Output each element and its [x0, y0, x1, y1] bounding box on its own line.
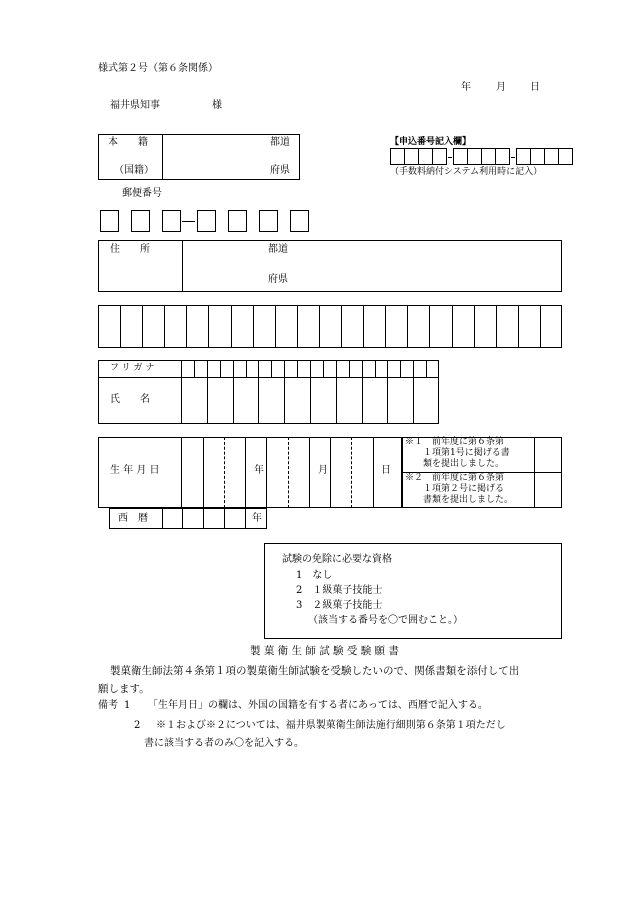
western-year-label: 年	[252, 513, 262, 524]
document-title: 製 菓 衛 生 師 試 験 受 験 願 書	[250, 645, 399, 657]
addressee-honorific: 様	[212, 100, 222, 111]
exemption-option-1[interactable]: 1 なし	[296, 570, 333, 581]
nationality-label: （国籍）	[114, 165, 154, 176]
exemption-option-3[interactable]: 3 ２級菓子技能士	[296, 600, 383, 611]
exemption-instruction: （該当する番号を〇で囲むこと。）	[308, 615, 463, 626]
exemption-option-2[interactable]: 2 １級菓子技能士	[296, 585, 383, 596]
address-input[interactable]	[300, 244, 558, 288]
domicile-pref-bottom: 府県	[270, 165, 290, 176]
application-number-field[interactable]	[390, 148, 554, 166]
prior-note-1: ※１ 前年度に第６条第 １項第1号に掲げる書 類を提出しました。	[405, 437, 510, 469]
remarks-label: 備考	[98, 700, 118, 711]
birthdate-label: 生 年 月 日	[110, 465, 160, 476]
addressee-title: 福井県知事	[110, 100, 160, 111]
domicile-input[interactable]	[164, 148, 298, 176]
remark-1: 「生年月日」の欄は、外国の国籍を有する者にあっては、西暦で記入する。	[148, 700, 488, 711]
furigana-label: フリガナ	[110, 363, 158, 373]
remark-1-number: 1	[124, 700, 131, 711]
prior-note-1-mark[interactable]	[535, 438, 561, 471]
form-number: 様式第２号（第６条関係）	[98, 63, 218, 74]
exemption-title: 試験の免除に必要な資格	[282, 554, 392, 565]
domicile-pref-top: 都道	[270, 137, 290, 148]
birth-day-label: 日	[381, 465, 391, 476]
document-body-line-2: 願します。	[98, 683, 150, 695]
birth-year-label: 年	[254, 465, 264, 476]
date-year-label: 年	[461, 82, 471, 93]
remark-2-line-1: ※１および※２については、福井県製菓衛生師法施行細則第６条第１項ただし	[156, 720, 506, 731]
prior-note-2: ※２ 前年度に第６条第 １項第２号に掲げる 書類を提出しました。	[405, 473, 514, 505]
postal-code-field[interactable]	[100, 210, 310, 234]
postal-code-label: 郵便番号	[122, 188, 162, 199]
birthdate-input[interactable]	[183, 439, 401, 506]
address-pref-top: 都道	[268, 244, 288, 255]
application-number-note: （手数料納付システム利用時に記入）	[390, 167, 543, 177]
remark-2-number: 2	[134, 720, 141, 731]
date-day-label: 日	[530, 82, 540, 93]
address-grid[interactable]	[98, 305, 562, 348]
document-body-line-1: 製菓衛生師法第４条第１項の製菓衛生師試験を受験したいので、関係書類を添付して出	[110, 665, 520, 677]
birth-month-label: 月	[318, 465, 328, 476]
name-label: 氏 名	[110, 394, 150, 405]
date-month-label: 月	[496, 82, 506, 93]
prior-note-2-mark[interactable]	[535, 473, 561, 507]
address-label: 住 所	[110, 244, 150, 255]
western-year-input[interactable]	[163, 509, 245, 528]
address-pref-bottom: 府県	[268, 274, 288, 285]
western-calendar-label: 西 暦	[118, 513, 148, 524]
domicile-label: 本 籍	[108, 137, 148, 148]
remark-2-line-2: 書に該当する者のみ〇を記入する。	[144, 738, 304, 749]
application-number-label: 【申込番号記入欄】	[390, 137, 472, 147]
